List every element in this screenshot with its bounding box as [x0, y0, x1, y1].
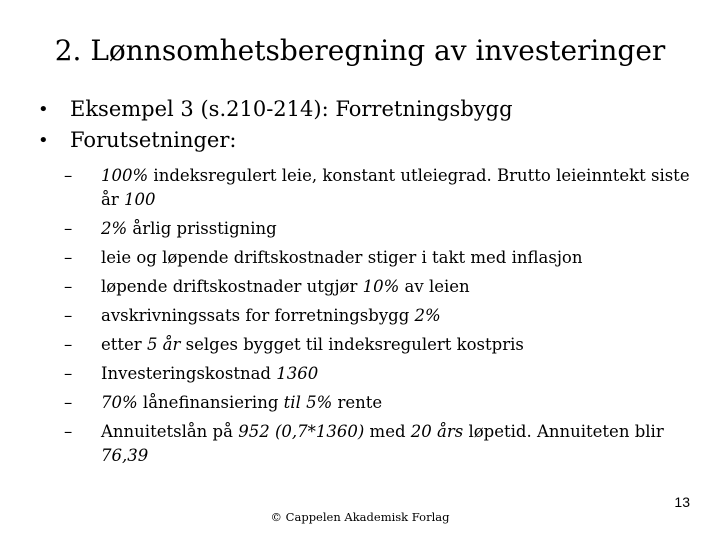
sub-item	[64, 333, 694, 357]
sub-item	[64, 420, 694, 468]
dash-icon: –	[64, 166, 73, 185]
dash-icon: –	[64, 393, 73, 412]
page-number: 13	[674, 494, 690, 510]
sub-item-text: 5 år	[146, 335, 181, 354]
sub-item-text: 952 (0,7*1360)	[238, 422, 365, 441]
footer-copyright: © Cappelen Akademisk Forlag	[270, 510, 450, 524]
sub-item-text: 2%	[101, 219, 128, 238]
bullet-dot-icon: •	[38, 99, 49, 120]
bullet-text: Eksempel 3 (s.210-214): Forretningsbygg	[70, 97, 513, 121]
sub-item	[64, 275, 694, 299]
bullet-item	[38, 125, 698, 156]
dash-icon: –	[64, 364, 73, 383]
sub-item-text: indeksregulert leie, konstant utleiegrad. Brutto leieinntekt siste år	[101, 166, 690, 209]
sub-item	[64, 246, 694, 270]
sub-item-text: med	[364, 422, 411, 441]
slide-title: 2. Lønnsomhetsberegning av investeringer	[54, 34, 666, 67]
bullet-list	[38, 94, 698, 156]
bullet-dot-icon: •	[38, 130, 49, 151]
sub-item	[64, 362, 694, 386]
sub-item-text: 20 års	[410, 422, 464, 441]
sub-item-text: rente	[332, 393, 383, 412]
sub-item-text: 1360	[276, 364, 319, 383]
sub-item-text: Annuitetslån på	[101, 422, 239, 441]
bullet-item	[38, 94, 698, 125]
sub-item-text: 100	[123, 190, 156, 209]
sub-item-text: 70%	[101, 393, 138, 412]
dash-icon: –	[64, 248, 73, 267]
sub-item-text: lånefinansiering	[137, 393, 284, 412]
sub-item-text: leie og løpende driftskostnader stiger i takt med inflasjon	[101, 248, 583, 267]
sub-item-text: Investeringskostnad	[101, 364, 277, 383]
dash-icon: –	[64, 277, 73, 296]
bullet-text: Forutsetninger:	[70, 128, 237, 152]
dash-icon: –	[64, 335, 73, 354]
sub-item	[64, 217, 694, 241]
sub-item-text: årlig prisstigning	[127, 219, 277, 238]
sub-item	[64, 391, 694, 415]
sub-bullet-list	[64, 164, 694, 473]
sub-item-text: til 5%	[283, 393, 333, 412]
sub-item-text: avskrivningssats for forretningsbygg	[101, 306, 415, 325]
sub-item-text: 2%	[414, 306, 441, 325]
dash-icon: –	[64, 422, 73, 441]
sub-item-text: 76,39	[101, 446, 149, 465]
sub-item-text: løpetid. Annuiteten blir	[463, 422, 664, 441]
dash-icon: –	[64, 219, 73, 238]
dash-icon: –	[64, 306, 73, 325]
sub-item-text: løpende driftskostnader utgjør	[101, 277, 363, 296]
sub-item	[64, 304, 694, 328]
sub-item	[64, 164, 694, 212]
sub-item-text: 10%	[362, 277, 400, 296]
sub-item-text: etter	[101, 335, 147, 354]
sub-item-text: 100%	[101, 166, 149, 185]
sub-item-text: selges bygget til indeksregulert kostpris	[180, 335, 524, 354]
sub-item-text: av leien	[399, 277, 470, 296]
